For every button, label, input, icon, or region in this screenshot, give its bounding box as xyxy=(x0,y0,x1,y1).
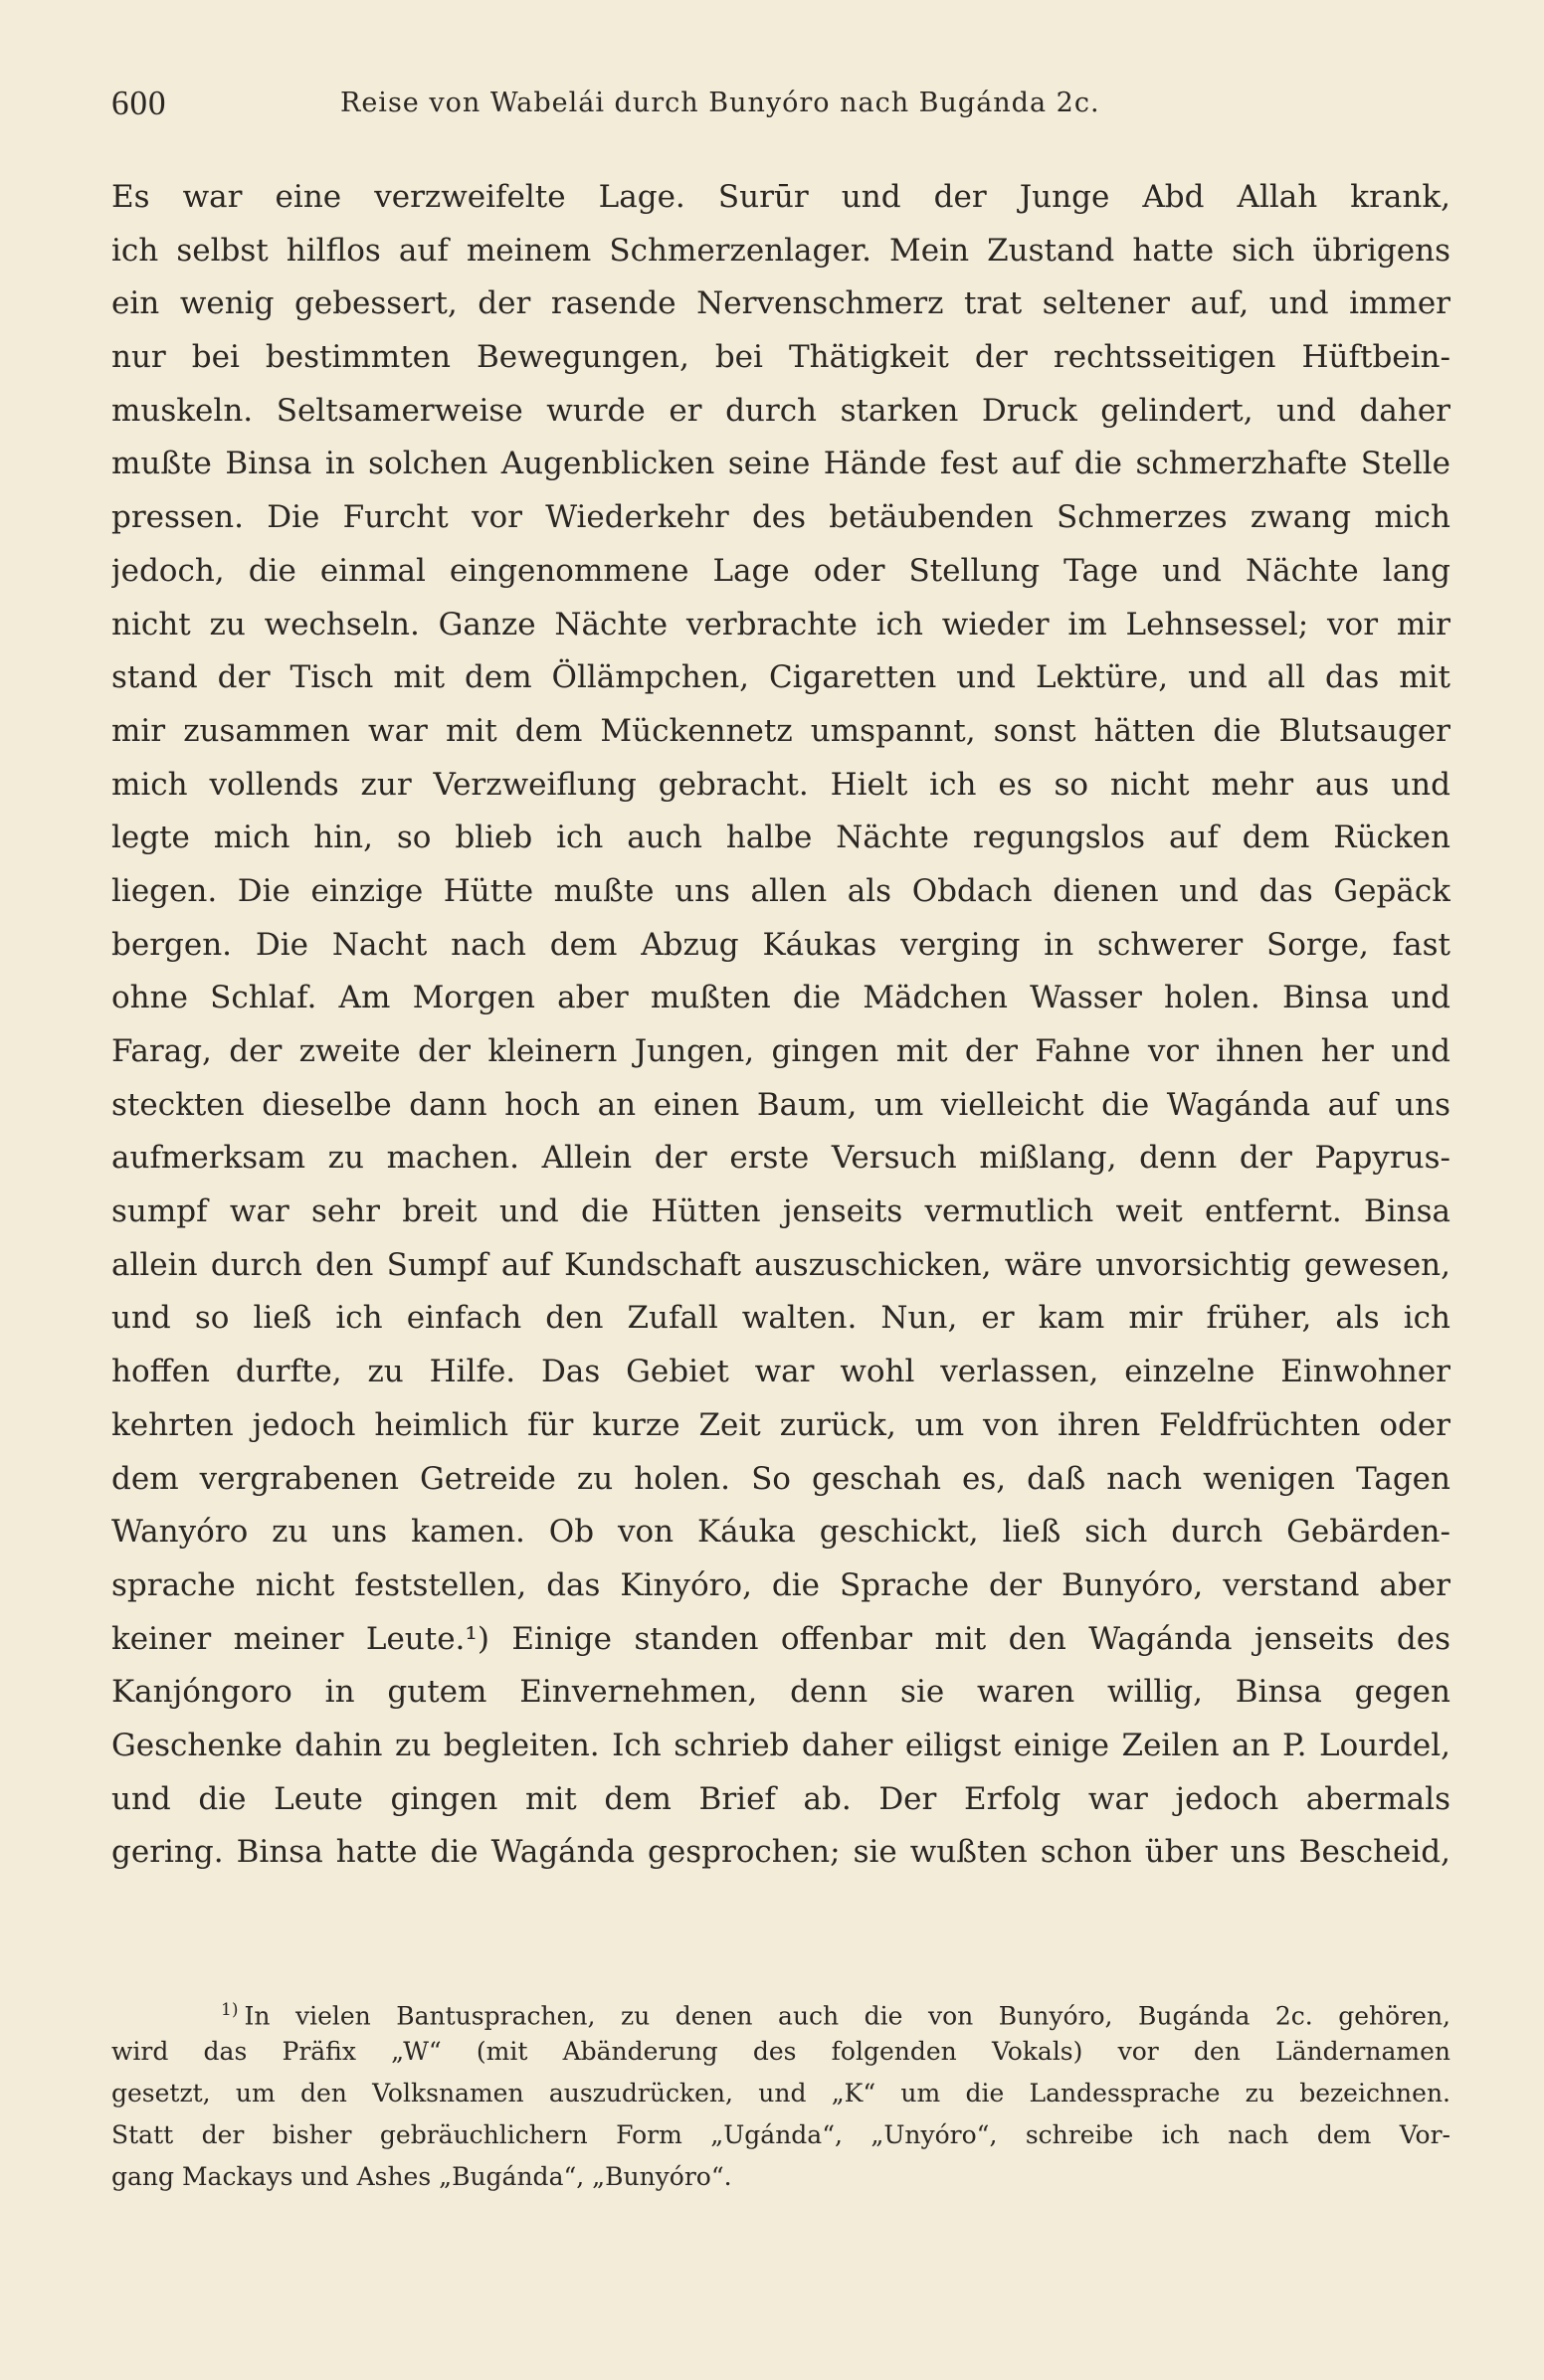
text-line: Es war eine verzweifelte Lage. Surūr und der Junge Abd Allah krank, xyxy=(111,179,1450,215)
footnote-line xyxy=(111,1989,1450,2031)
page-number: 600 xyxy=(111,84,167,122)
text-line: steckten dieselbe dann hoch an einen Baum, um vielleicht die Wagánda auf uns xyxy=(111,1086,1450,1123)
footnote xyxy=(111,1989,1450,2198)
text-line: nur bei bestimmten Bewegungen, bei Thätigkeit der rechtsseitigen Hüftbein- xyxy=(111,339,1450,376)
text-line: muskeln. Seltsamerweise wurde er durch starken Druck gelindert, und daher xyxy=(111,392,1450,429)
running-title: Reise von Wabelái durch Bunyóro nach Bugánda 2c. xyxy=(340,88,1100,118)
text-line: bergen. Die Nacht nach dem Abzug Káukas verging in schwerer Sorge, fast xyxy=(111,926,1450,963)
text-line: stand der Tisch mit dem Öllämpchen, Cigaretten und Lektüre, und all das mit xyxy=(111,659,1450,696)
text-line: keiner meiner Leute.¹) Einige standen offenbar mit den Wagánda jenseits des xyxy=(111,1620,1450,1657)
text-line: aufmerksam zu machen. Allein der erste Versuch mißlang, denn der Papyrus- xyxy=(111,1140,1450,1177)
text-line: mußte Binsa in solchen Augenblicken seine Hände fest auf die schmerzhafte Stelle xyxy=(111,446,1450,482)
text-line: kehrten jedoch heimlich für kurze Zeit zurück, um von ihren Feldfrüchten oder xyxy=(111,1406,1450,1443)
text-line: Geschenke dahin zu begleiten. Ich schrieb daher eiligst einige Zeilen an P. Lourdel, xyxy=(111,1727,1450,1763)
text-line: und so ließ ich einfach den Zufall walten. Nun, er kam mir früher, als ich xyxy=(111,1300,1450,1337)
text-line: liegen. Die einzige Hütte mußte uns allen als Obdach dienen und das Gepäck xyxy=(111,872,1450,909)
body-text xyxy=(111,171,1450,1880)
text-line: und die Leute gingen mit dem Brief ab. Der Erfolg war jedoch abermals xyxy=(111,1780,1450,1817)
footnote-marker: 1) xyxy=(221,2000,239,2020)
text-line: mir zusammen war mit dem Mückennetz umspannt, sonst hätten die Blutsauger xyxy=(111,712,1450,749)
text-line: allein durch den Sumpf auf Kundschaft auszuschicken, wäre unvorsichtig gewesen, xyxy=(111,1246,1450,1283)
text-line: sumpf war sehr breit und die Hütten jenseits vermutlich weit entfernt. Binsa xyxy=(111,1193,1450,1230)
text-line: ich selbst hilflos auf meinem Schmerzenlager. Mein Zustand hatte sich übrigens xyxy=(111,232,1450,269)
footnote-line: wird das Präfix „W“ (mit Abänderung des folgenden Vokals) vor den Ländernamen xyxy=(111,2037,1450,2066)
text-line: nicht zu wechseln. Ganze Nächte verbrachte ich wieder im Lehnsessel; vor mir xyxy=(111,606,1450,642)
page-header xyxy=(111,84,1448,133)
footnote-line: gang Mackays und Ashes „Bugánda“, „Bunyóro“. xyxy=(111,2162,732,2191)
footnote-text: In vielen Bantusprachen, zu denen auch die von Bunyóro, Bugánda 2c. gehören, xyxy=(244,2001,1450,2031)
text-line: legte mich hin, so blieb ich auch halbe Nächte regungslos auf dem Rücken xyxy=(111,820,1450,856)
text-line: mich vollends zur Verzweiflung gebracht. Hielt ich es so nicht mehr aus und xyxy=(111,766,1450,803)
text-line: ohne Schlaf. Am Morgen aber mußten die Mädchen Wasser holen. Binsa und xyxy=(111,980,1450,1016)
text-line: jedoch, die einmal eingenommene Lage oder Stellung Tage und Nächte lang xyxy=(111,552,1450,589)
text-line: gering. Binsa hatte die Wagánda gesprochen; sie wußten schon über uns Bescheid, xyxy=(111,1834,1450,1871)
text-line: Farag, der zweite der kleinern Jungen, gingen mit der Fahne vor ihnen her und xyxy=(111,1033,1450,1069)
text-line: Wanyóro zu uns kamen. Ob von Káuka geschickt, ließ sich durch Gebärden- xyxy=(111,1514,1450,1551)
text-line: hoffen durfte, zu Hilfe. Das Gebiet war wohl verlassen, einzelne Einwohner xyxy=(111,1354,1450,1390)
footnote-line: gesetzt, um den Volksnamen auszudrücken, und „K“ um die Landessprache zu bezeichnen. xyxy=(111,2079,1450,2107)
text-line: Kanjóngoro in gutem Einvernehmen, denn sie waren willig, Binsa gegen xyxy=(111,1674,1450,1711)
footnote-line: Statt der bisher gebräuchlichern Form „Ugánda“, „Unyóro“, schreibe ich nach dem Vor- xyxy=(111,2120,1450,2149)
text-line: dem vergrabenen Getreide zu holen. So geschah es, daß nach wenigen Tagen xyxy=(111,1460,1450,1497)
text-line: pressen. Die Furcht vor Wiederkehr des betäubenden Schmerzes zwang mich xyxy=(111,499,1450,536)
text-line: ein wenig gebessert, der rasende Nervenschmerz trat seltener auf, und immer xyxy=(111,285,1450,322)
text-line: sprache nicht feststellen, das Kinyóro, die Sprache der Bunyóro, verstand aber xyxy=(111,1566,1450,1603)
